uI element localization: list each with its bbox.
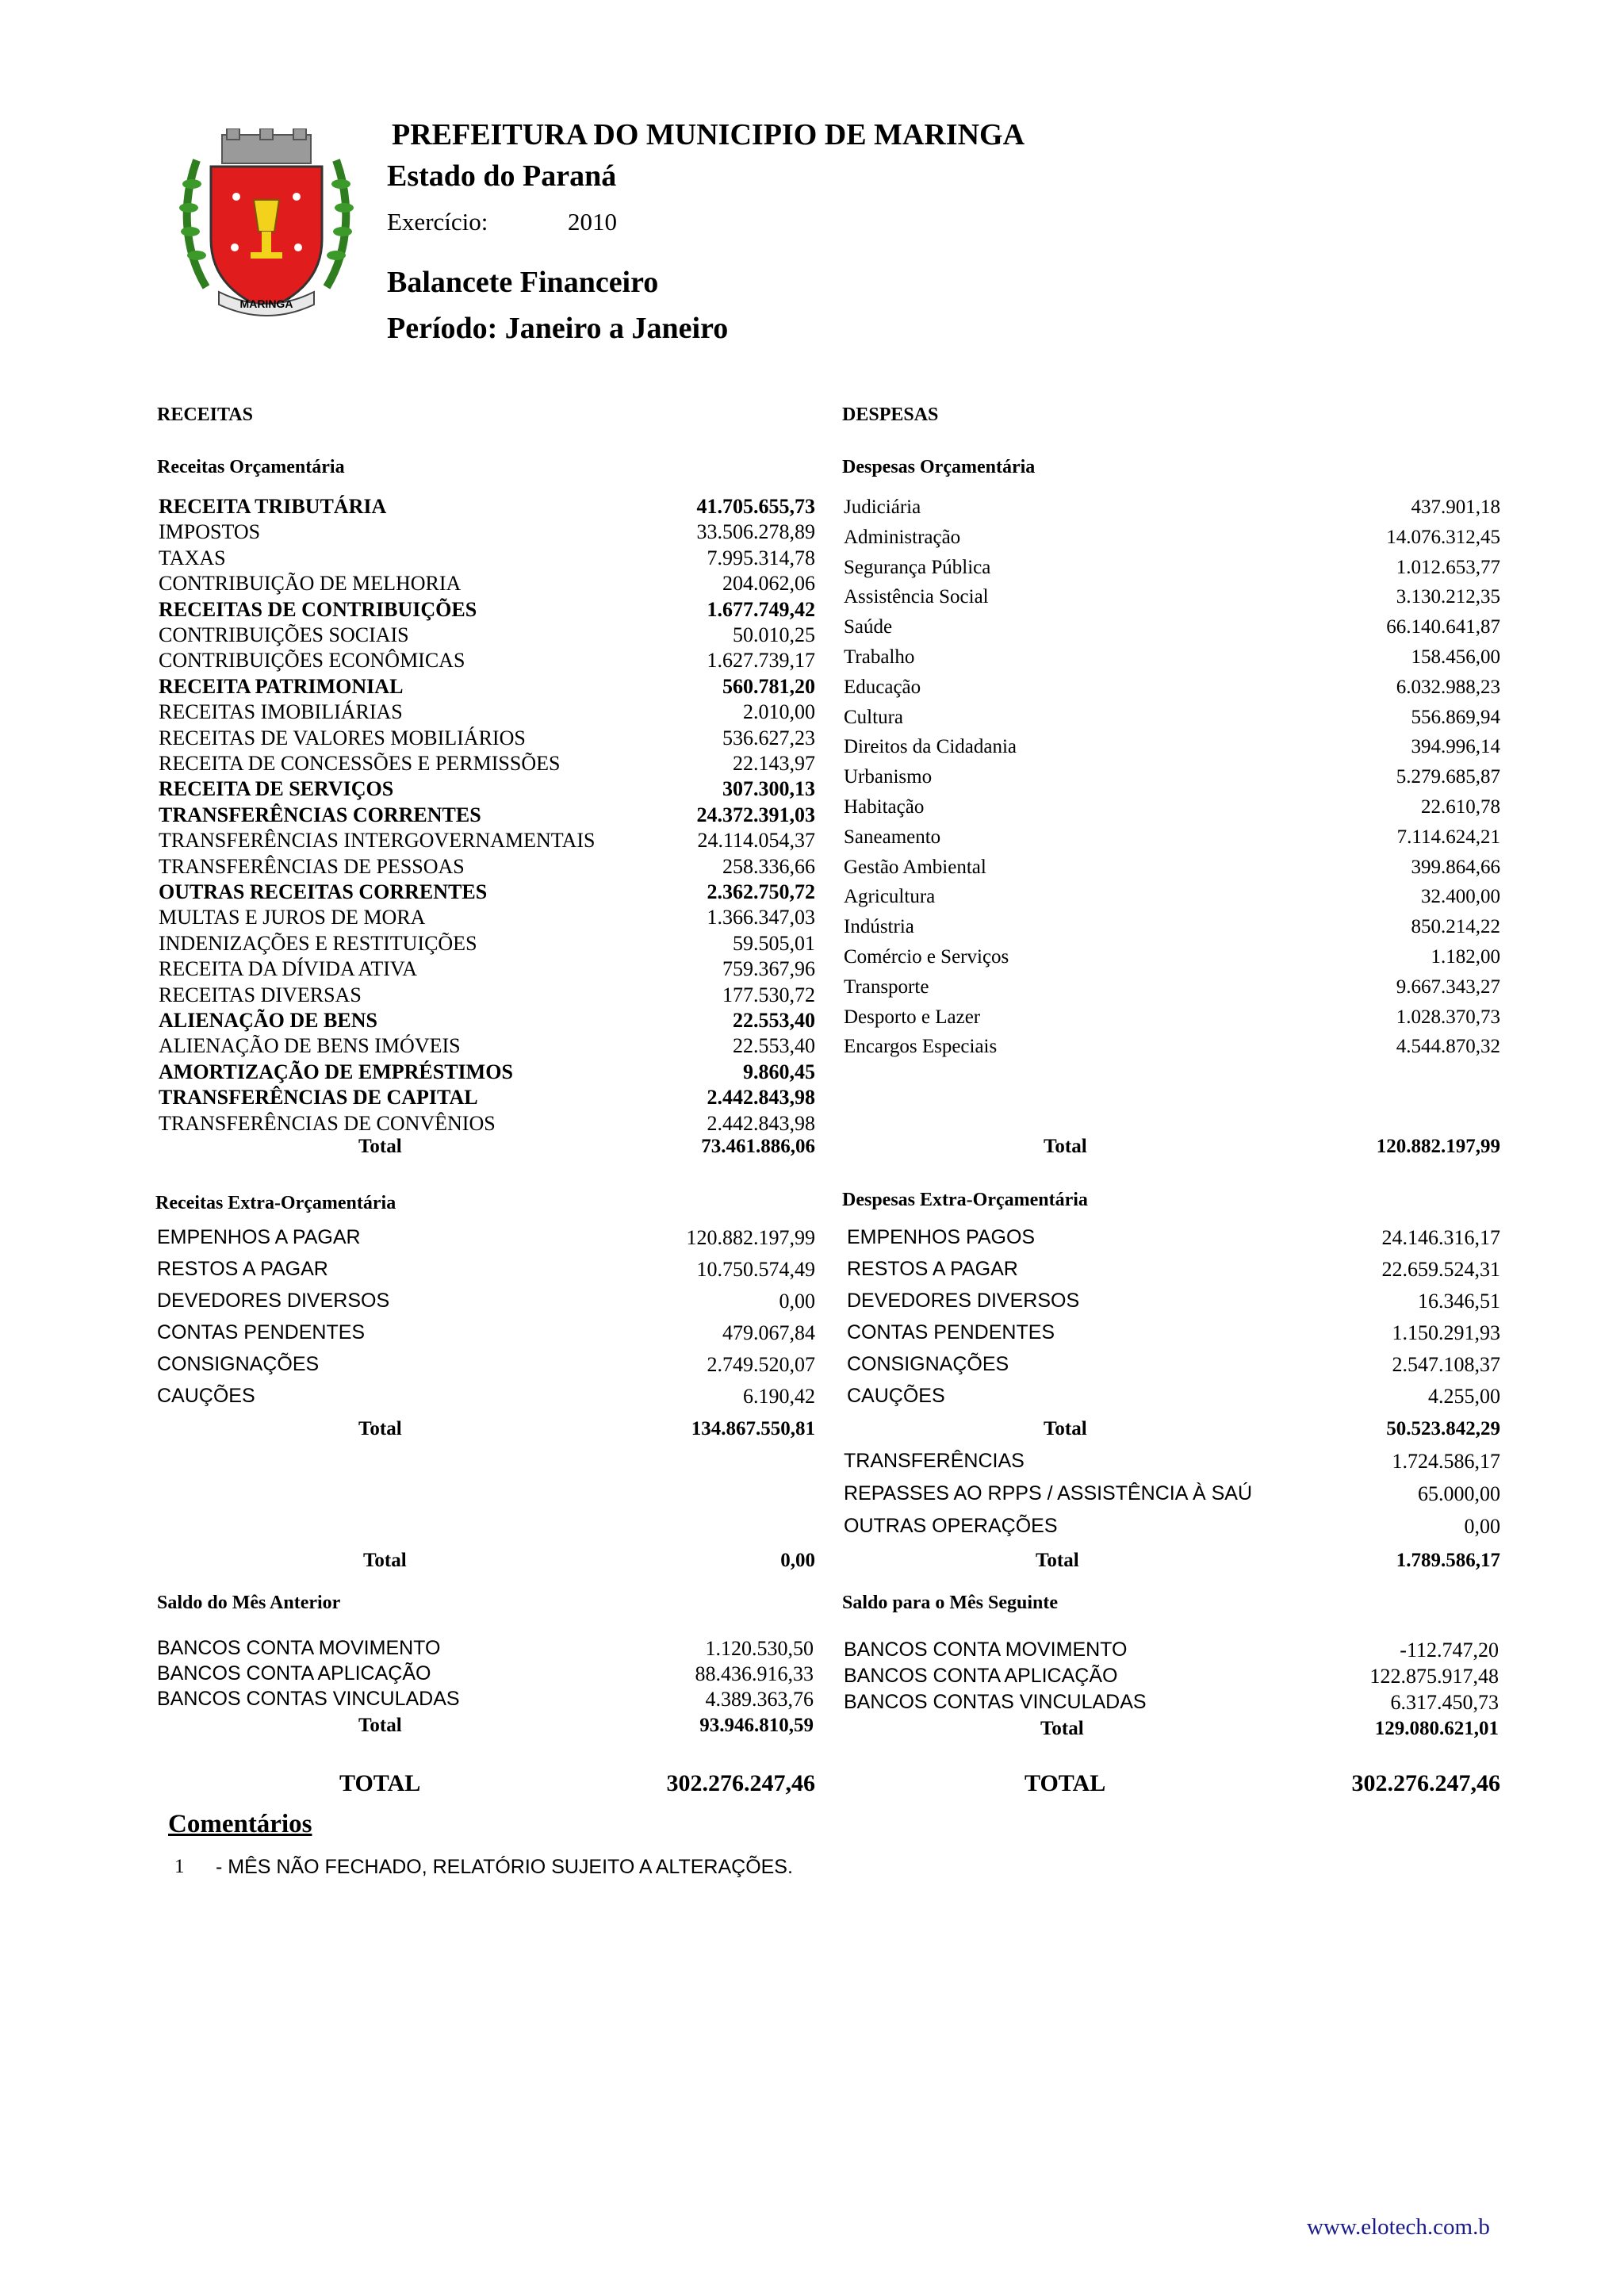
despesas-extra-total-label: Total: [1044, 1418, 1087, 1439]
page-title: PREFEITURA DO MUNICIPIO DE MARINGA: [392, 118, 1025, 151]
despesa-row-value: 32.400,00: [1421, 886, 1500, 908]
despesa-transf-row-label: REPASSES AO RPPS / ASSISTÊNCIA À SAÚ: [844, 1482, 1253, 1504]
despesa-row-label: Saneamento: [844, 826, 941, 848]
receita-row-value: 7.995.314,78: [707, 546, 815, 569]
despesa-extra-row-value: 24.146.316,17: [1381, 1226, 1500, 1249]
receitas-extra-total: 134.867.550,81: [691, 1418, 815, 1439]
saldo-anterior-heading: Saldo do Mês Anterior: [157, 1593, 341, 1613]
receita-extra-row-label: EMPENHOS A PAGAR: [157, 1226, 361, 1248]
receita-row-label: RECEITAS DE VALORES MOBILIÁRIOS: [159, 726, 526, 749]
receita-row-label: RECEITAS DE CONTRIBUIÇÕES: [159, 597, 477, 621]
comment-number: 1: [174, 1856, 185, 1877]
despesa-row-value: 7.114.624,21: [1396, 826, 1500, 848]
receita-row-value: 2.442.843,98: [707, 1086, 815, 1110]
saldo-anterior-row-value: 4.389.363,76: [705, 1688, 814, 1711]
saldo-anterior-total-label: Total: [358, 1715, 402, 1736]
despesa-extra-row-value: 22.659.524,31: [1381, 1258, 1500, 1281]
despesa-transf-row-value: 0,00: [1464, 1515, 1500, 1538]
receitas-grand-total-label: TOTAL: [339, 1770, 421, 1796]
receita-extra-row-value: 120.882.197,99: [686, 1226, 815, 1249]
despesa-row-label: Direitos da Cidadania: [844, 736, 1017, 758]
despesa-row-value: 1.182,00: [1431, 946, 1500, 968]
receitas-extra-total-label: Total: [358, 1418, 402, 1439]
despesa-row-value: 437.901,18: [1411, 496, 1500, 518]
saldo-seguinte-row-value: -112.747,20: [1400, 1639, 1499, 1662]
receita-row-label: TRANSFERÊNCIAS INTERGOVERNAMENTAIS: [159, 829, 596, 853]
despesa-row-value: 1.028.370,73: [1396, 1006, 1500, 1028]
despesas-grand-total: 302.276.247,46: [1351, 1770, 1500, 1796]
despesa-row-label: Agricultura: [844, 886, 936, 908]
receita-row-label: MULTAS E JUROS DE MORA: [159, 906, 426, 930]
despesas-extra-total: 50.523.842,29: [1386, 1418, 1500, 1439]
receita-row-value: 22.553,40: [733, 1009, 815, 1032]
despesa-row-value: 9.667.343,27: [1396, 976, 1500, 998]
saldo-seguinte-total-label: Total: [1040, 1718, 1084, 1739]
receita-row-value: 177.530,72: [722, 983, 815, 1006]
footer-link[interactable]: www.elotech.com.b: [1307, 2214, 1490, 2240]
receita-row-label: INDENIZAÇÕES E RESTITUIÇÕES: [159, 931, 477, 955]
despesa-row-label: Encargos Especiais: [844, 1036, 998, 1058]
despesa-row-label: Gestão Ambiental: [844, 856, 986, 878]
receita-row-label: IMPOSTOS: [159, 520, 261, 544]
coat-of-arms-logo: [174, 128, 358, 319]
receita-row-value: 759.367,96: [722, 957, 815, 981]
exercise-label: Exercício:: [387, 208, 488, 236]
receita-extra-row-label: DEVEDORES DIVERSOS: [157, 1290, 390, 1312]
despesa-row-label: Cultura: [844, 706, 903, 728]
despesa-extra-row-label: CONTAS PENDENTES: [847, 1321, 1055, 1343]
despesa-row-label: Desporto e Lazer: [844, 1006, 981, 1028]
despesas-grand-total-label: TOTAL: [1025, 1770, 1106, 1796]
receita-row-label: AMORTIZAÇÃO DE EMPRÉSTIMOS: [159, 1060, 513, 1083]
despesas-orc-total-label: Total: [1044, 1136, 1087, 1157]
saldo-seguinte-row-label: BANCOS CONTA MOVIMENTO: [844, 1639, 1128, 1661]
despesa-row-label: Urbanismo: [844, 766, 933, 788]
despesa-row-value: 1.012.653,77: [1396, 556, 1500, 578]
receita-row-value: 1.366.347,03: [707, 906, 815, 930]
despesa-transf-row-value: 65.000,00: [1418, 1482, 1500, 1505]
receita-row-value: 1.677.749,42: [707, 597, 815, 621]
despesa-extra-row-value: 2.547.108,37: [1392, 1353, 1500, 1376]
state-name: Estado do Paraná: [387, 159, 617, 193]
despesa-row-value: 158.456,00: [1411, 646, 1500, 668]
saldo-seguinte-row-value: 122.875.917,48: [1369, 1665, 1499, 1688]
despesa-extra-row-label: RESTOS A PAGAR: [847, 1258, 1018, 1280]
saldo-seguinte-row-value: 6.317.450,73: [1390, 1691, 1499, 1714]
receita-extra-row-value: 10.750.574,49: [696, 1258, 815, 1281]
receitas-orc-total: 73.461.886,06: [701, 1136, 815, 1157]
despesa-row-label: Comércio e Serviços: [844, 946, 1009, 968]
despesa-row-value: 5.279.685,87: [1396, 766, 1500, 788]
receita-extra-row-value: 479.067,84: [722, 1321, 815, 1344]
comments-heading: Comentários: [168, 1810, 312, 1838]
despesa-extra-row-label: DEVEDORES DIVERSOS: [847, 1290, 1080, 1312]
receita-extra-row-value: 0,00: [779, 1290, 815, 1313]
receita-row-value: 22.143,97: [733, 752, 815, 775]
receitas-orcamentaria-heading: Receitas Orçamentária: [157, 457, 345, 477]
despesa-extra-row-value: 4.255,00: [1428, 1385, 1500, 1408]
receita-row-label: RECEITA PATRIMONIAL: [159, 674, 404, 698]
despesa-row-label: Segurança Pública: [844, 556, 991, 578]
receita-row-value: 24.114.054,37: [697, 829, 815, 853]
saldo-anterior-row-label: BANCOS CONTAS VINCULADAS: [157, 1688, 460, 1710]
receita-row-value: 204.062,06: [722, 572, 815, 596]
despesas-orcamentaria-heading: Despesas Orçamentária: [842, 457, 1036, 477]
saldo-seguinte-total: 129.080.621,01: [1374, 1718, 1499, 1739]
despesa-transf-row-value: 1.724.586,17: [1392, 1450, 1500, 1473]
saldo-seguinte-row-label: BANCOS CONTAS VINCULADAS: [844, 1691, 1147, 1713]
receitas-transf-total-label: Total: [363, 1550, 407, 1571]
receita-row-value: 2.442.843,98: [707, 1111, 815, 1135]
despesas-orc-total: 120.882.197,99: [1376, 1136, 1500, 1157]
receita-extra-row-label: RESTOS A PAGAR: [157, 1258, 328, 1280]
svg-text:MARINGÁ: MARINGÁ: [239, 297, 293, 310]
receita-row-label: CONTRIBUIÇÕES ECONÔMICAS: [159, 649, 465, 673]
despesa-row-value: 4.544.870,32: [1396, 1036, 1500, 1058]
receitas-transf-total: 0,00: [780, 1550, 815, 1571]
receita-row-label: TRANSFERÊNCIAS CORRENTES: [159, 803, 481, 826]
despesa-row-value: 850.214,22: [1411, 916, 1500, 938]
despesa-row-label: Indústria: [844, 916, 914, 938]
receita-row-label: ALIENAÇÃO DE BENS IMÓVEIS: [159, 1034, 461, 1058]
receita-extra-row-label: CONSIGNAÇÕES: [157, 1353, 320, 1375]
receita-row-label: RECEITA TRIBUTÁRIA: [159, 495, 387, 518]
despesas-heading: DESPESAS: [842, 404, 939, 425]
despesa-extra-row-label: CONSIGNAÇÕES: [847, 1353, 1009, 1375]
despesa-row-value: 22.610,78: [1421, 796, 1500, 818]
receita-row-label: OUTRAS RECEITAS CORRENTES: [159, 880, 488, 903]
saldo-anterior-row-value: 1.120.530,50: [705, 1637, 814, 1660]
receita-row-value: 50.010,25: [733, 623, 815, 646]
despesa-row-label: Transporte: [844, 976, 929, 998]
despesa-row-label: Judiciária: [844, 496, 921, 518]
despesa-transf-row-label: OUTRAS OPERAÇÕES: [844, 1515, 1058, 1537]
receita-row-label: RECEITAS DIVERSAS: [159, 983, 362, 1006]
despesa-row-value: 14.076.312,45: [1386, 526, 1500, 548]
saldo-anterior-row-label: BANCOS CONTA APLICAÇÃO: [157, 1662, 431, 1685]
report-period: Período: Janeiro a Janeiro: [387, 312, 729, 345]
receitas-extra-heading: Receitas Extra-Orçamentária: [155, 1193, 396, 1213]
saldo-seguinte-row-label: BANCOS CONTA APLICAÇÃO: [844, 1665, 1118, 1687]
receita-row-value: 560.781,20: [722, 674, 815, 698]
despesa-row-label: Saúde: [844, 616, 893, 638]
receita-row-label: RECEITA DE SERVIÇOS: [159, 777, 394, 801]
despesas-transf-total-label: Total: [1036, 1550, 1079, 1571]
receita-row-label: TRANSFERÊNCIAS DE PESSOAS: [159, 854, 465, 878]
receita-row-value: 307.300,13: [722, 777, 815, 801]
receita-row-label: RECEITA DA DÍVIDA ATIVA: [159, 957, 418, 981]
despesa-extra-row-value: 16.346,51: [1418, 1290, 1500, 1313]
receita-row-value: 536.627,23: [722, 726, 815, 749]
despesa-row-label: Administração: [844, 526, 961, 548]
receita-row-value: 9.860,45: [743, 1060, 815, 1083]
receitas-grand-total: 302.276.247,46: [666, 1770, 815, 1796]
receita-row-label: CONTRIBUIÇÕES SOCIAIS: [159, 623, 409, 646]
saldo-anterior-row-value: 88.436.916,33: [695, 1662, 814, 1685]
receita-row-value: 2.010,00: [743, 700, 815, 724]
despesas-extra-heading: Despesas Extra-Orçamentária: [842, 1190, 1088, 1210]
despesa-extra-row-label: CAUÇÕES: [847, 1385, 945, 1407]
despesa-row-value: 394.996,14: [1411, 736, 1500, 758]
receita-row-value: 258.336,66: [722, 854, 815, 878]
despesas-transf-total: 1.789.586,17: [1396, 1550, 1500, 1571]
despesa-row-value: 399.864,66: [1411, 856, 1500, 878]
receita-extra-row-value: 2.749.520,07: [707, 1353, 815, 1376]
despesa-row-value: 556.869,94: [1411, 706, 1500, 728]
saldo-seguinte-heading: Saldo para o Mês Seguinte: [842, 1593, 1059, 1613]
receita-extra-row-label: CONTAS PENDENTES: [157, 1321, 366, 1343]
despesa-extra-row-label: EMPENHOS PAGOS: [847, 1226, 1036, 1248]
receita-extra-row-label: CAUÇÕES: [157, 1385, 255, 1407]
receita-row-label: CONTRIBUIÇÃO DE MELHORIA: [159, 572, 462, 596]
receita-row-value: 33.506.278,89: [696, 520, 815, 544]
coat-of-arms-icon: [174, 128, 358, 319]
receita-row-label: RECEITA DE CONCESSÕES E PERMISSÕES: [159, 752, 561, 775]
receita-row-label: TAXAS: [159, 546, 226, 569]
despesa-row-label: Assistência Social: [844, 586, 989, 608]
despesa-row-label: Habitação: [844, 796, 925, 818]
receita-row-value: 22.553,40: [733, 1034, 815, 1058]
comment-text: - MÊS NÃO FECHADO, RELATÓRIO SUJEITO A ALTERAÇÕES.: [216, 1856, 793, 1878]
despesa-row-label: Educação: [844, 676, 921, 698]
receita-row-value: 24.372.391,03: [696, 803, 815, 826]
despesa-row-label: Trabalho: [844, 646, 915, 668]
receita-row-label: RECEITAS IMOBILIÁRIAS: [159, 700, 403, 724]
receita-row-value: 2.362.750,72: [707, 880, 815, 903]
receita-row-label: ALIENAÇÃO DE BENS: [159, 1009, 377, 1032]
saldo-anterior-total: 93.946.810,59: [699, 1715, 814, 1736]
saldo-anterior-row-label: BANCOS CONTA MOVIMENTO: [157, 1637, 441, 1659]
despesa-transf-row-label: TRANSFERÊNCIAS: [844, 1450, 1025, 1472]
report-title: Balancete Financeiro: [387, 266, 659, 299]
despesa-row-value: 6.032.988,23: [1396, 676, 1500, 698]
despesa-row-value: 66.140.641,87: [1386, 616, 1500, 638]
despesa-extra-row-value: 1.150.291,93: [1392, 1321, 1500, 1344]
receita-row-value: 1.627.739,17: [707, 649, 815, 673]
receita-row-value: 59.505,01: [733, 931, 815, 955]
despesa-row-value: 3.130.212,35: [1396, 586, 1500, 608]
receita-row-label: TRANSFERÊNCIAS DE CONVÊNIOS: [159, 1111, 496, 1135]
exercise-year: 2010: [568, 208, 617, 236]
receita-extra-row-value: 6.190,42: [743, 1385, 815, 1408]
receita-row-label: TRANSFERÊNCIAS DE CAPITAL: [159, 1086, 478, 1110]
receita-row-value: 41.705.655,73: [696, 495, 815, 518]
receitas-orc-total-label: Total: [358, 1136, 402, 1157]
receitas-heading: RECEITAS: [157, 404, 253, 425]
